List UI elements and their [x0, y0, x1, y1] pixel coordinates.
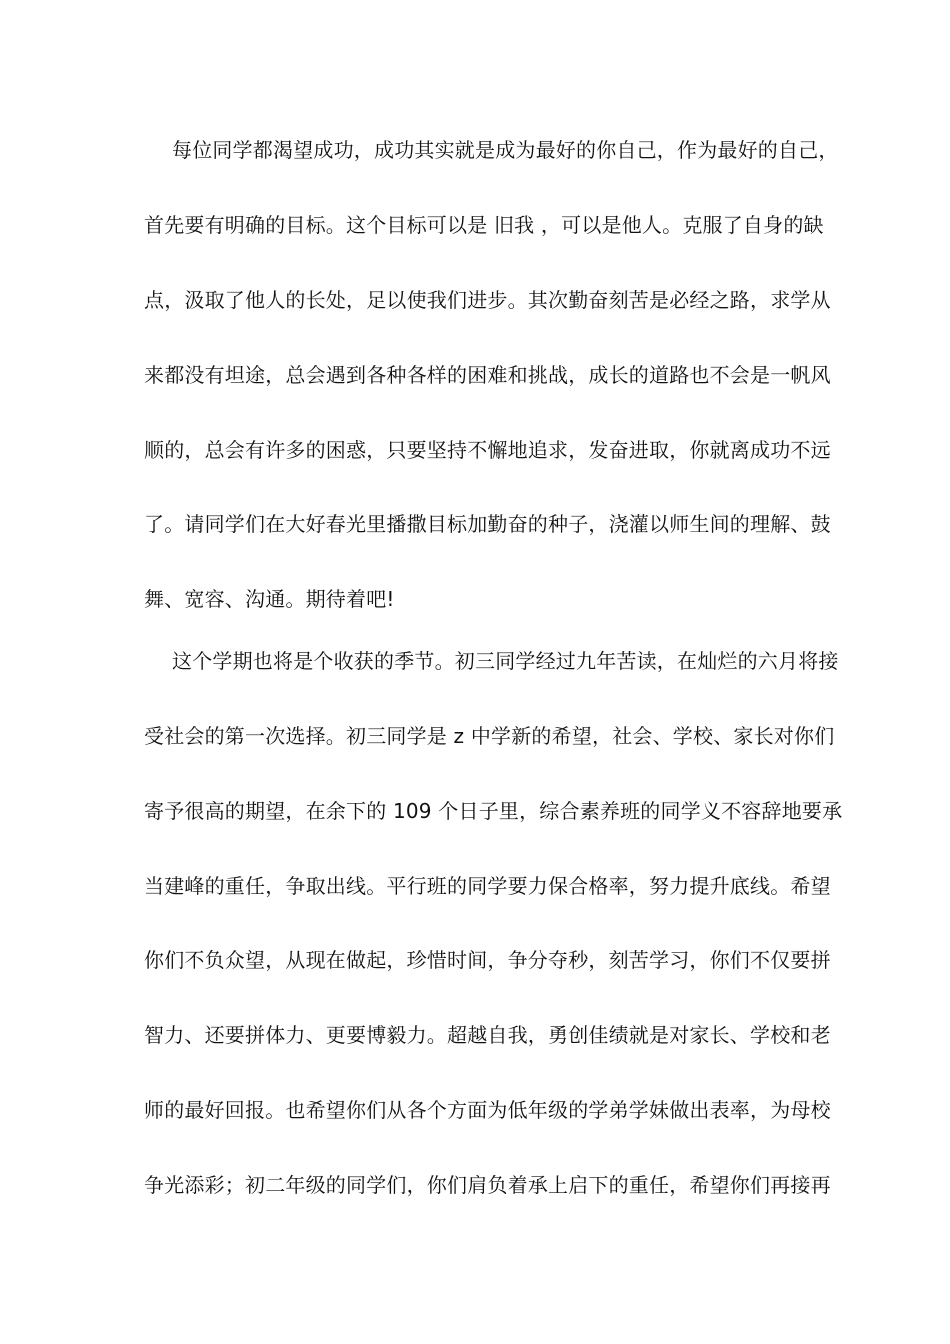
paragraph-1-line-2: 首先要有明确的目标。这个目标可以是 旧我 ，可以是他人。克服了自身的缺	[144, 213, 824, 237]
paragraph-2-line-5: 你们不负众望，从现在做起，珍惜时间，争分夺秒，刻苦学习，你们不仅要拼	[144, 948, 831, 972]
paragraph-1-line-6: 了。请同学们在大好春光里播撒目标加勤奋的种子，浇灌以师生间的理解、鼓	[144, 512, 831, 536]
paragraph-1-line-7: 舞、宽容、沟通。期待着吧!	[144, 587, 395, 611]
paragraph-2-line-6: 智力、还要拼体力、更要博毅力。超越自我，勇创佳绩就是对家长、学校和老	[144, 1023, 831, 1047]
paragraph-1-line-5: 顺的，总会有许多的困惑，只要坚持不懈地追求，发奋进取，你就离成功不远	[144, 438, 831, 462]
paragraph-2-line-2: 受社会的第一次选择。初三同学是 z 中学新的希望，社会、学校、家长对你们	[144, 724, 835, 748]
paragraph-2-line-8: 争光添彩；初二年级的同学们，你们肩负着承上启下的重任，希望你们再接再	[144, 1173, 831, 1197]
paragraph-2-line-1: 这个学期也将是个收获的季节。初三同学经过九年苦读，在灿烂的六月将接	[172, 649, 839, 673]
paragraph-1-line-3: 点，汲取了他人的长处，足以使我们进步。其次勤奋刻苦是必经之路，求学从	[144, 288, 831, 312]
paragraph-1-line-1: 每位同学都渴望成功，成功其实就是成为最好的你自己，作为最好的自己，	[172, 138, 839, 162]
paragraph-2-line-7: 师的最好回报。也希望你们从各个方面为低年级的学弟学妹做出表率，为母校	[144, 1098, 831, 1122]
paragraph-2-line-3: 寄予很高的期望，在余下的 109 个日子里，综合素养班的同学义不容辞地要承	[144, 799, 843, 823]
paragraph-1-line-4: 来都没有坦途，总会遇到各种各样的困难和挑战，成长的道路也不会是一帆风	[144, 363, 831, 387]
paragraph-2-line-4: 当建峰的重任，争取出线。平行班的同学要力保合格率，努力提升底线。希望	[144, 874, 831, 898]
